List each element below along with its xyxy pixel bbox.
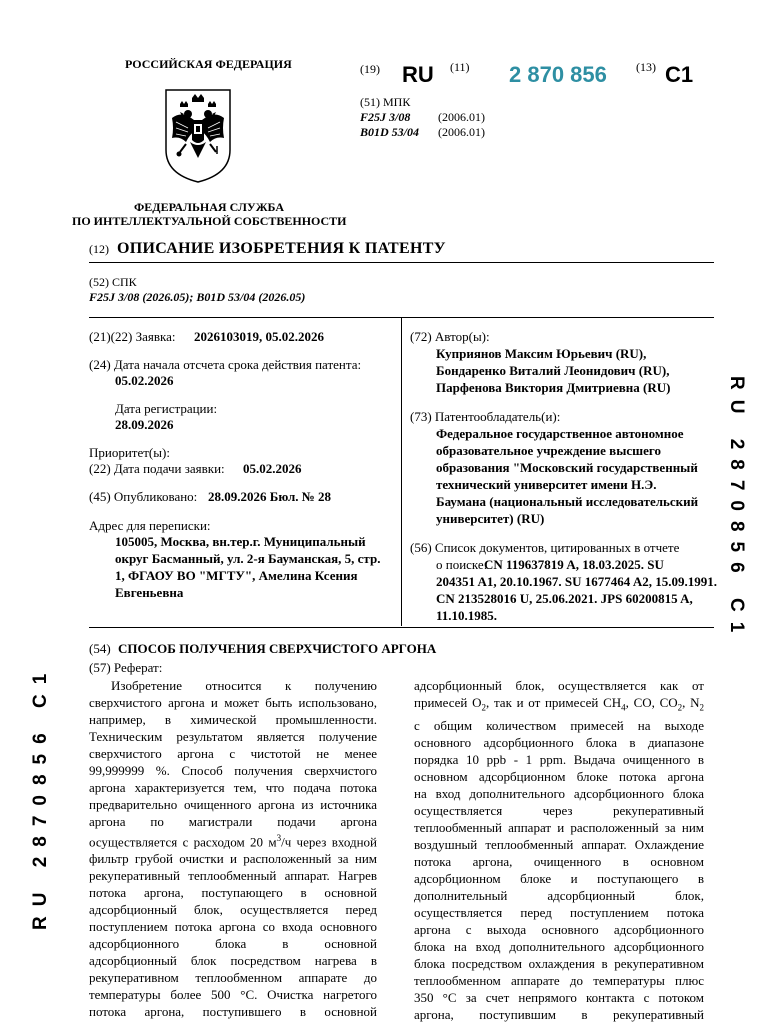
flow-sup: 3 (276, 833, 282, 843)
abstract-line-impurities (414, 694, 704, 717)
abstract-line: сверхчистого аргона и может быть использовано, (89, 695, 377, 710)
code-19: (19) (360, 62, 380, 76)
spk-label: (52) СПК (89, 275, 137, 289)
abstract-line: например, в химической промышленности. (89, 712, 377, 727)
abstract-line: адсорбционного блока в основной (89, 936, 377, 952)
cited-prefix: о поиске: (436, 557, 488, 572)
author: Куприянов Максим Юрьевич (RU), (436, 346, 647, 361)
holder-line: образовательное учреждение высшего (436, 443, 661, 458)
cited-label: (56) Список документов, цитированных в отчете (410, 540, 680, 555)
abstract-line: предварительно очищенного аргона из источника (89, 797, 377, 812)
authors-label: (72) Автор(ы): (410, 329, 490, 344)
document-title: ОПИСАНИЕ ИЗОБРЕТЕНИЯ К ПАТЕНТУ (117, 240, 446, 257)
mpk-code-1: F25J 3/08 (360, 110, 411, 124)
abstract-line-flow (89, 830, 377, 850)
impurity-sub: 2 (481, 702, 486, 713)
term-start-label: (24) Дата начала отсчета срока действия патента: (89, 357, 362, 372)
abstract-line: сверхчистого аргона с чистотой не менее (89, 746, 377, 761)
address-label: Адрес для переписки: (89, 518, 211, 533)
abstract-line: аргона характеризуется тем, что подача потока (89, 780, 377, 795)
abstract-line: Изобретение относится к получению (111, 678, 377, 693)
author: Бондаренко Виталий Леонидович (RU), (436, 363, 670, 378)
term-start-value: 05.02.2026 (115, 373, 174, 388)
abstract-line: аргона, поступившим в рекуперативный (414, 1006, 704, 1022)
agency-line-1: ФЕДЕРАЛЬНАЯ СЛУЖБА (134, 200, 284, 214)
abstract-line: рекуперативный теплообменный аппарат. Нагрев (89, 868, 377, 884)
agency-line-2: ПО ИНТЕЛЛЕКТУАЛЬНОЙ СОБСТВЕННОСТИ (72, 214, 347, 228)
mpk-year-2: (2006.01) (438, 125, 485, 139)
cited-doc: 11.10.1985. (436, 608, 498, 623)
abstract-line: основном адсорбционном блоке потока аргона (414, 768, 704, 784)
country-code: RU (402, 62, 434, 87)
impurity-text: , N (682, 695, 700, 710)
abstract-line: адсорбционном блоке и поступающего в (414, 870, 704, 886)
title-code: (12) (89, 242, 109, 256)
filing-label: (22) Дата подачи заявки: (89, 461, 225, 476)
abstract-line: 350 °С за счет непрямого контакта с потоком (414, 989, 704, 1005)
abstract-line: осуществляется через рекуперативный (414, 802, 704, 818)
mpk-label: (51) МПК (360, 95, 411, 109)
address-line: 105005, Москва, вн.тер.г. Муниципальный (115, 534, 366, 549)
abstract-line: основного адсорбционного блока в диапазоне (414, 734, 704, 750)
abstract-line: температуры более 500 °С. Очистка нагретого (89, 987, 377, 1003)
invention-title: СПОСОБ ПОЛУЧЕНИЯ СВЕРХЧИСТОГО АРГОНА (118, 641, 437, 656)
holder-line: Федеральное государственное автономное (436, 426, 684, 441)
russian-emblem-icon (164, 88, 232, 184)
abstract-line: блока посредством охлаждения в рекуперативном (414, 955, 704, 971)
abstract-line: адсорбционный блок посредством нагрева в (89, 953, 377, 969)
abstract-column-1 (89, 677, 377, 1020)
mpk-code-2: B01D 53/04 (360, 125, 420, 139)
title-divider (89, 262, 714, 263)
abstract-line: потока аргона, поступающего в основной (89, 885, 377, 901)
abstract-line: рекуперативном теплообменном аппарате до (89, 970, 377, 986)
holder-line: технический университет имени Н.Э. (436, 477, 657, 492)
flow-text: осуществляется с расходом 20 м (89, 834, 277, 850)
code-13: (13) (636, 60, 656, 74)
cited-doc: 204351 A1, 20.10.1967. SU 1677464 A2, 15.09.1991. (436, 574, 717, 589)
abstract-line: аргона по магистрали подачи аргона (89, 814, 377, 829)
filing-value: 05.02.2026 (243, 461, 302, 476)
kind-code: C1 (665, 62, 694, 87)
impurity-text: , CO, CO (625, 695, 678, 710)
abstract-line: воздушный теплообменный аппарат. Охлаждение (414, 836, 704, 852)
address-line: 1, ФГАОУ ВО "МГТУ", Амелина Ксения (115, 568, 358, 583)
side-patent-number-right: RU 2870856 C1 (726, 376, 747, 643)
country-name: РОССИЙСКАЯ ФЕДЕРАЦИЯ (125, 57, 292, 71)
impurity-sub: 4 (621, 702, 626, 713)
abstract-line: на вход дополнительного адсорбционного блока (414, 785, 704, 801)
holder-line: Баумана (национальный исследовательский (436, 494, 699, 509)
holder-line: университет) (RU) (436, 511, 545, 526)
application-value: 2026103019, 05.02.2026 (194, 329, 324, 344)
biblio-divider (89, 627, 714, 628)
holder-label: (73) Патентообладатель(и): (410, 409, 561, 424)
abstract-line: дополнительный адсорбционный блок, (414, 887, 704, 903)
cited-doc: CN 213528016 U, 25.06.2021. JPS 60200815 A, (436, 591, 693, 606)
abstract-line: с общим количеством примесей на выходе (414, 717, 704, 733)
spk-value: F25J 3/08 (2026.05); B01D 53/04 (2026.05) (89, 290, 306, 304)
biblio-column-divider (401, 318, 402, 626)
patent-number: 2 870 856 (509, 62, 607, 87)
flow-text: /ч через входной (281, 834, 378, 850)
side-patent-number-left: RU 2870856 C1 (30, 663, 51, 930)
published-value: 28.09.2026 Бюл. № 28 (208, 489, 332, 504)
cited-doc: CN 119637819 A, 18.03.2025. SU (484, 557, 664, 572)
abstract-line: осуществляется перед поступлением потока (414, 904, 704, 920)
abstract-line: адсорбционный блок, осуществляется как от (414, 678, 704, 693)
abstract-line: порядка 10 ppb - 1 ppm. Выдача очищенного в (414, 751, 704, 767)
abstract-line: потока аргона, очищенного в основном (414, 853, 704, 869)
impurity-text: , так и от примесей CH (486, 695, 622, 710)
address-line: округ Басманный, ул. 2-я Бауманская, 5, стр. (115, 551, 381, 566)
abstract-line: блока на вход дополнительного адсорбционного (414, 938, 704, 954)
abstract-line: фильтр грубой очистки и расположенный за ним (89, 851, 377, 867)
abstract-line: Техническим результатом является получение (89, 729, 377, 744)
application-label: (21)(22) Заявка: (89, 329, 176, 344)
invention-title-code: (54) (89, 641, 111, 656)
abstract-line: 99,999999 %. Способ получения сверхчистого (89, 763, 377, 778)
abstract-line: теплообменный аппарат и расположенный за ним (414, 819, 704, 835)
abstract-line: адсорбционный блок, осуществляется перед (89, 902, 377, 918)
impurity-sub: 2 (699, 702, 705, 713)
registration-value: 28.09.2026 (115, 417, 174, 432)
mpk-year-1: (2006.01) (438, 110, 485, 124)
abstract-line: аргона с выхода основного адсорбционного (414, 921, 704, 937)
abstract-column-2 (414, 677, 704, 1023)
abstract-line: теплообменном аппарате до температуры плюс (414, 972, 704, 988)
impurity-sub: 2 (677, 702, 683, 713)
author: Парфенова Виктория Дмитриевна (RU) (436, 380, 671, 395)
priority-label: Приоритет(ы): (89, 445, 170, 460)
abstract-label: (57) Реферат: (89, 660, 163, 675)
abstract-line: потока аргона, поступившего в основной (89, 1004, 377, 1020)
registration-label: Дата регистрации: (115, 401, 218, 416)
abstract-line: поступлением потока аргона со входа основного (89, 919, 377, 935)
impurity-text: примесей O (414, 695, 482, 710)
holder-line: образования "Московский государственный (436, 460, 698, 475)
published-label: (45) Опубликовано: (89, 489, 198, 504)
code-11: (11) (450, 60, 470, 74)
address-line: Евгеньевна (115, 585, 184, 600)
